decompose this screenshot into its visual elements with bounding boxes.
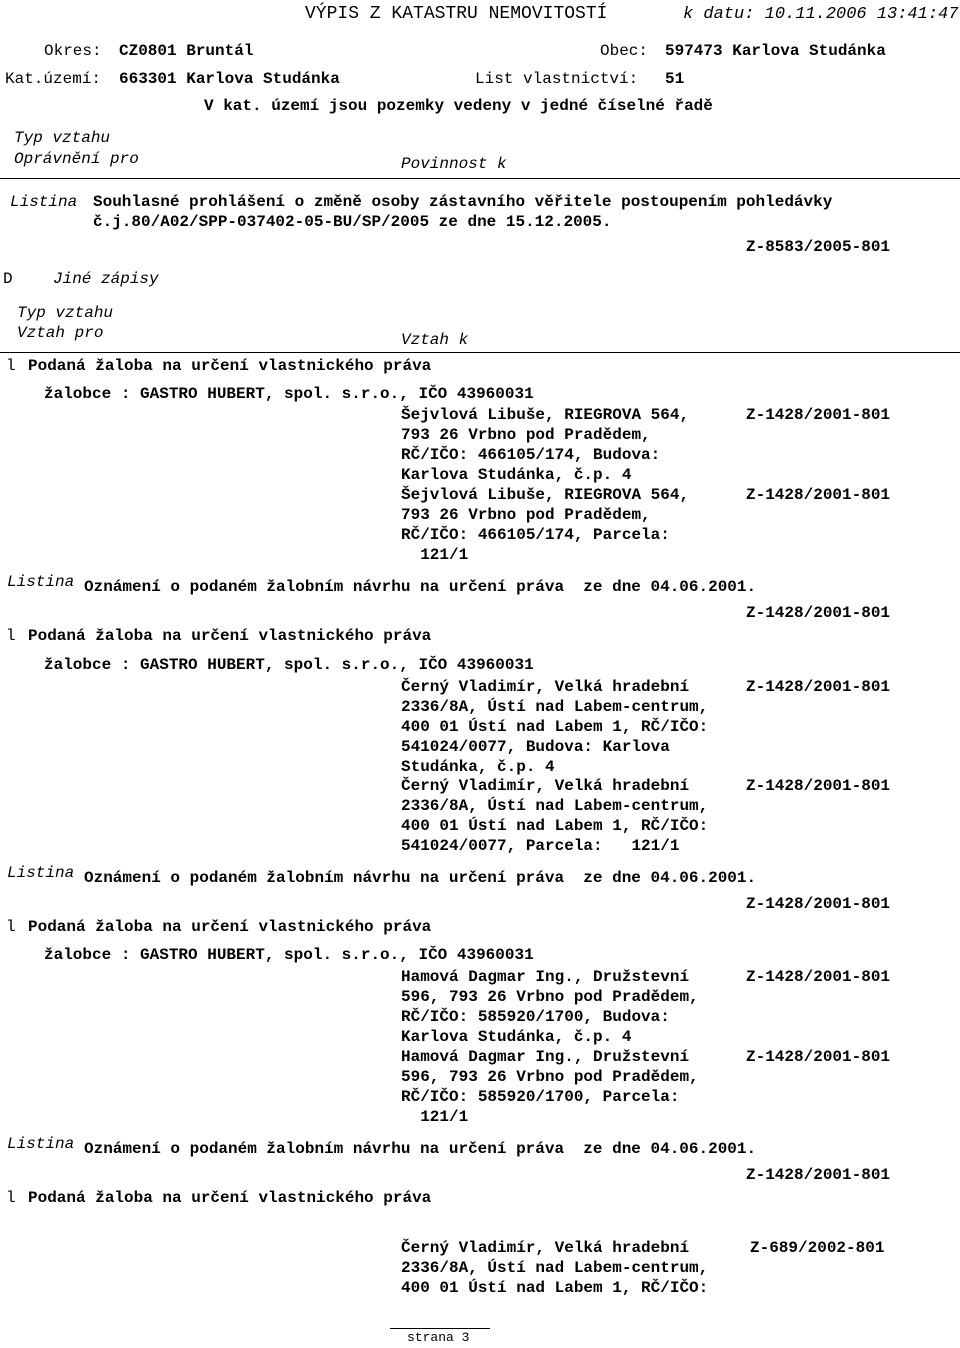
party-line: 2336/8A, Ústí nad Labem-centrum,	[401, 1259, 709, 1277]
entry-marker: l	[6, 1189, 16, 1207]
section-divider	[0, 178, 960, 179]
extract-date: k datu: 10.11.2006 13:41:47	[683, 5, 959, 24]
listina-text-line2: č.j.80/A02/SPP-037402-05-BU/SP/2005 ze dne 15.12.2005.	[93, 213, 612, 231]
list-vlastnictvi-value: 51	[665, 70, 685, 88]
plaintiff: žalobce : GASTRO HUBERT, spol. s.r.o., IČO 43960031	[44, 385, 534, 403]
entry-title: Podaná žaloba na určení vlastnického práva	[28, 627, 432, 645]
party-line: 2336/8A, Ústí nad Labem-centrum,	[401, 698, 709, 716]
kat-uzemi-label: Kat.území:	[5, 70, 102, 88]
section-d-divider	[0, 352, 960, 353]
obec-value: 597473 Karlova Studánka	[665, 42, 886, 60]
party-line: Karlova Studánka, č.p. 4	[401, 466, 632, 484]
party-line: Černý Vladimír, Velká hradební	[401, 678, 690, 696]
entry-marker: l	[6, 357, 16, 375]
entry-marker: l	[6, 627, 16, 645]
party-line: 2336/8A, Ústí nad Labem-centrum,	[401, 797, 709, 815]
party-line: 400 01 Ústí nad Labem 1, RČ/IČO:	[401, 1279, 709, 1297]
party-line: 121/1	[401, 1108, 469, 1126]
party-reference: Z-1428/2001-801	[746, 486, 891, 504]
plaintiff: žalobce : GASTRO HUBERT, spol. s.r.o., IČO 43960031	[44, 656, 534, 674]
party-line: RČ/IČO: 466105/174, Parcela:	[401, 526, 670, 544]
kat-uzemi-value: 663301 Karlova Studánka	[119, 70, 340, 88]
entry-marker: l	[6, 918, 16, 936]
listina-text: Oznámení o podaném žalobním návrhu na určení práva ze dne 04.06.2001.	[84, 578, 757, 596]
party-line: Šejvlová Libuše, RIEGROVA 564,	[401, 406, 690, 424]
entry-title: Podaná žaloba na určení vlastnického práva	[28, 918, 432, 936]
vztah-pro-header: Vztah pro	[17, 324, 104, 342]
section-d-title: Jiné zápisy	[53, 270, 159, 288]
entry-title: Podaná žaloba na určení vlastnického práva	[28, 1189, 432, 1207]
opravneni-pro-header: Oprávnění pro	[14, 150, 139, 168]
okres-label: Okres:	[44, 42, 102, 60]
listina-label: Listina	[7, 864, 75, 882]
party-line: RČ/IČO: 585920/1700, Budova:	[401, 1008, 670, 1026]
party-line: Karlova Studánka, č.p. 4	[401, 1028, 632, 1046]
povinnost-k-header: Povinnost k	[401, 155, 507, 173]
listina-label: Listina	[7, 573, 75, 591]
listina-reference: Z-1428/2001-801	[746, 1166, 891, 1184]
party-reference: Z-1428/2001-801	[746, 777, 891, 795]
list-vlastnictvi-label: List vlastnictví:	[475, 70, 639, 88]
listina-reference: Z-1428/2001-801	[746, 604, 891, 622]
party-line: 793 26 Vrbno pod Pradědem,	[401, 506, 651, 524]
page-number: strana 3	[407, 1330, 470, 1345]
party-line: Studánka, č.p. 4	[401, 758, 555, 776]
party-reference: Z-1428/2001-801	[746, 678, 891, 696]
party-reference: Z-1428/2001-801	[746, 406, 891, 424]
party-reference: Z-689/2002-801	[750, 1239, 885, 1257]
party-line: Hamová Dagmar Ing., Družstevní	[401, 1048, 690, 1066]
cadastral-note: V kat. území jsou pozemky vedeny v jedné číselné řadě	[204, 97, 713, 115]
party-line: 541024/0077, Budova: Karlova	[401, 738, 670, 756]
party-line: Černý Vladimír, Velká hradební	[401, 1239, 690, 1257]
obec-label: Obec:	[600, 42, 649, 60]
party-line: 793 26 Vrbno pod Pradědem,	[401, 426, 651, 444]
party-line: 121/1	[401, 546, 469, 564]
listina-reference: Z-1428/2001-801	[746, 895, 891, 913]
party-reference: Z-1428/2001-801	[746, 968, 891, 986]
plaintiff: žalobce : GASTRO HUBERT, spol. s.r.o., IČO 43960031	[44, 946, 534, 964]
listina-reference: Z-8583/2005-801	[746, 238, 891, 256]
entry-title: Podaná žaloba na určení vlastnického práva	[28, 357, 432, 375]
party-line: 541024/0077, Parcela: 121/1	[401, 837, 680, 855]
typ-vztahu-header: Typ vztahu	[14, 129, 111, 147]
party-line: 596, 793 26 Vrbno pod Pradědem,	[401, 988, 699, 1006]
party-line: RČ/IČO: 466105/174, Budova:	[401, 446, 661, 464]
listina-text: Oznámení o podaném žalobním návrhu na určení práva ze dne 04.06.2001.	[84, 869, 757, 887]
party-line: Šejvlová Libuše, RIEGROVA 564,	[401, 486, 690, 504]
listina-label: Listina	[10, 193, 78, 211]
listina-label: Listina	[7, 1135, 75, 1153]
listina-text-line1: Souhlasné prohlášení o změně osoby zástavního věřitele postoupením pohledávky	[93, 193, 833, 211]
party-line: Hamová Dagmar Ing., Družstevní	[401, 968, 690, 986]
page-title: VÝPIS Z KATASTRU NEMOVITOSTÍ	[305, 4, 608, 24]
vztah-k-header: Vztah k	[401, 331, 469, 349]
typ-vztahu-header-d: Typ vztahu	[17, 304, 114, 322]
listina-text: Oznámení o podaném žalobním návrhu na určení práva ze dne 04.06.2001.	[84, 1140, 757, 1158]
party-line: 400 01 Ústí nad Labem 1, RČ/IČO:	[401, 718, 709, 736]
party-line: RČ/IČO: 585920/1700, Parcela:	[401, 1088, 680, 1106]
party-line: 596, 793 26 Vrbno pod Pradědem,	[401, 1068, 699, 1086]
okres-value: CZ0801 Bruntál	[119, 42, 254, 60]
party-line: Černý Vladimír, Velká hradební	[401, 777, 690, 795]
section-d-letter: D	[3, 270, 13, 288]
party-line: 400 01 Ústí nad Labem 1, RČ/IČO:	[401, 817, 709, 835]
party-reference: Z-1428/2001-801	[746, 1048, 891, 1066]
